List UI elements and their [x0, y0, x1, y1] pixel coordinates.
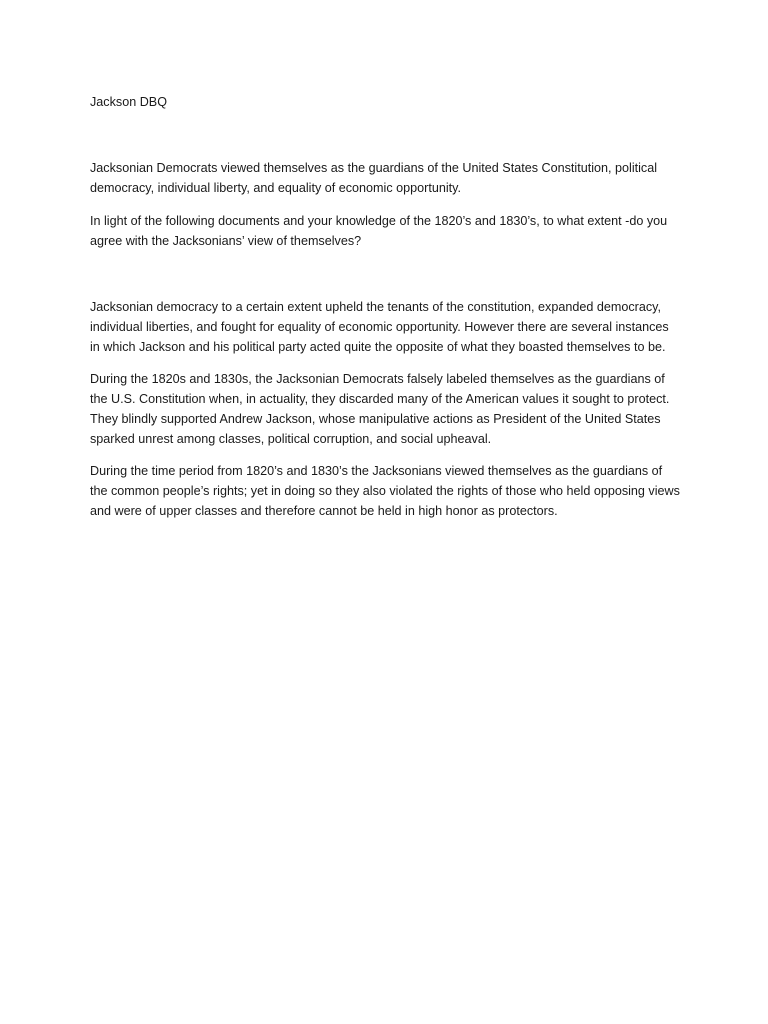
prompt-question: In light of the following documents and your knowledge of the 1820’s and 1830’s, to what extent -do you agree with the Jacksonians’ view of themselves?: [90, 214, 668, 248]
essay-paragraph-2: During the 1820s and 1830s, the Jacksonian Democrats falsely labeled themselves as the guardians of the U.S. Constitution when, in actuality, they discarded many of the American values it sought to protect. They blindly supported Andrew Jackson, whose manipulative actions as President of the United States sparked unrest among classes, political corruption, and social upheaval.: [90, 372, 670, 446]
essay-paragraph-1: Jacksonian democracy to a certain extent upheld the tenants of the constitution, expanded democracy, individual liberties, and fought for equality of economic opportunity. However there are several instances in which Jackson and his political party acted quite the opposite of what they boasted themselves to be.: [90, 300, 669, 354]
prompt-paragraph: Jacksonian Democrats viewed themselves as the guardians of the United States Constitution, political democracy, individual liberty, and equality of economic opportunity.: [90, 161, 658, 195]
essay-paragraph-3: During the time period from 1820’s and 1830’s the Jacksonians viewed themselves as the guardians of the common people’s rights; yet in doing so they also violated the rights of those who held opposing views and were of upper classes and therefore cannot be held in high honor as protectors.: [90, 464, 680, 518]
document-page: [90, 93, 680, 521]
document-title: Jackson DBQ: [90, 95, 167, 109]
